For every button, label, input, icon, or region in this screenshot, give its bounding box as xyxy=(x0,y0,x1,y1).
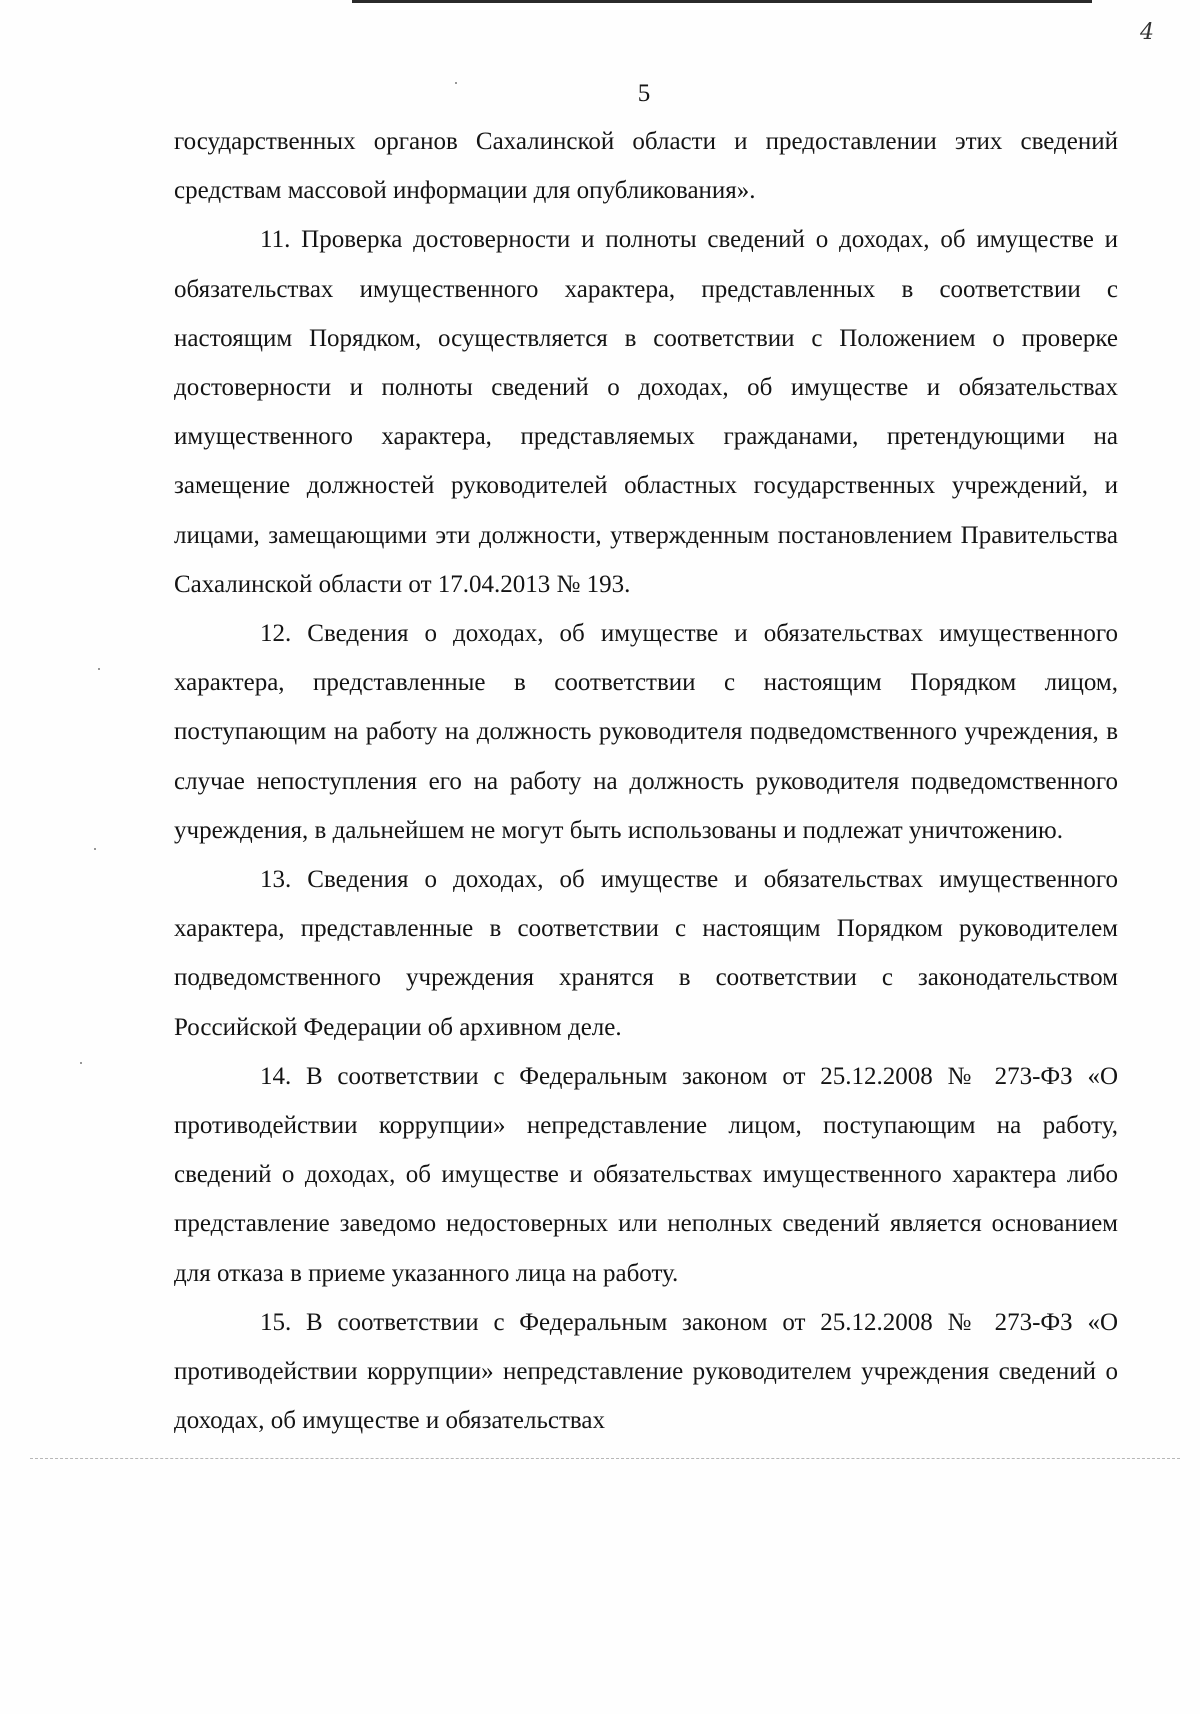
scan-speck xyxy=(98,668,100,670)
document-body xyxy=(174,117,1118,1445)
scan-speck xyxy=(455,82,457,84)
scan-artifact-line xyxy=(30,1458,1180,1459)
scan-top-rule xyxy=(352,0,1092,3)
scan-speck xyxy=(94,848,96,850)
paragraph-continuation: государственных органов Сахалинской области и предоставлении этих сведений средствам массовой информации для опубликования». xyxy=(174,128,1118,205)
scan-speck xyxy=(80,1062,82,1064)
paragraph-12: 12. Сведения о доходах, об имуществе и обязательствах имущественного характера, представленные в соответствии с настоящим Порядком лицом, поступающим на работу на должность руководителя подведомственного учреждения, в случае непоступления его на работу на должность руководителя подведомственного учреждения, в дальнейшем не могут быть использованы и подлежат уничтожению. xyxy=(174,620,1118,844)
page-number: 5 xyxy=(637,80,651,107)
paragraph-15: 15. В соответствии с Федеральным законом от 25.12.2008 № 273-ФЗ «О противодействии коррупции» непредставление руководителем учреждения сведений о доходах, об имуществе и обязательствах xyxy=(174,1308,1118,1435)
paragraph-14: 14. В соответствии с Федеральным законом от 25.12.2008 № 273-ФЗ «О противодействии коррупции» непредставление лицом, поступающим на работу, сведений о доходах, об имуществе и обязательствах имущественного характера либо представление заведомо недостоверных или неполных сведений является основанием для отказа в приеме указанного лица на работу. xyxy=(174,1062,1118,1287)
paragraph-13: 13. Сведения о доходах, об имуществе и обязательствах имущественного характера, представленные в соответствии с настоящим Порядком руководителем подведомственного учреждения хранятся в соответствии с законодательством Российской Федерации об архивном деле. xyxy=(174,866,1118,1041)
handwritten-sheet-number: 4 xyxy=(1140,20,1154,45)
paragraph-11: 11. Проверка достоверности и полноты сведений о доходах, об имуществе и обязательствах имущественного характера, представленных в соответствии с настоящим Порядком, осуществляется в соответствии с Положением о проверке достоверности и полноты сведений о доходах, об имуществе и обязательствах имущественного характера, представляемых гражданами, претендующими на замещение должностей руководителей областных государственных учреждений, и лицами, замещающими эти должности, утвержденным постановлением Правительства Сахалинской области от 17.04.2013 № 193. xyxy=(174,226,1118,598)
